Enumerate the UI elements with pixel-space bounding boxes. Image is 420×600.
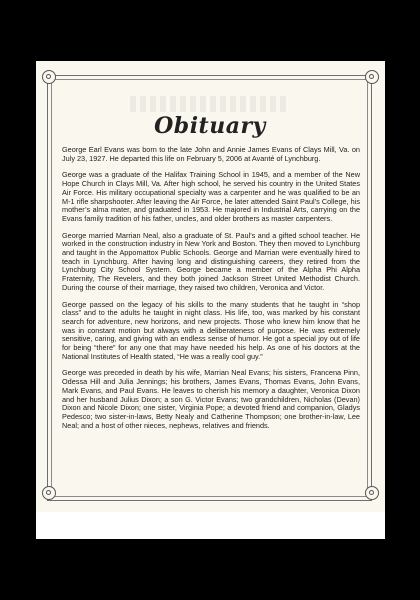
obituary-body — [62, 146, 360, 438]
paragraph-education-service: George was a graduate of the Halifax Training School in 1945, and a member of the New Hope Church in Clays Mill, Va. After high school, he served his country in the United States Air Force. His military occupational specialty was a carpenter and he was qualified to be an M-1 rifle sharpshooter. After leaving the Air Force, he later attended Saint Paul’s College, his mother’s alma mater, and graduated in 1953. He majored in Industrial Arts, carrying on the Evans family tradition of his father, uncles, and older brothers as master carpenters. — [62, 170, 360, 223]
paragraph-marriage-career: George married Marrian Neal, also a graduate of St. Paul’s and a gifted school teacher. He worked in the construction industry in New York and Boston. They then moved to Lynchburg and taught in the Appomattox Public Schools. George and Marrian were eventually hired to teach in Lynchburg. After having long and distinguishing careers, they retired from the Lynchburg City School System. George became a member of the Alpha Phi Alpha Fraternity, The Revelers, and they both joined Jackson Street United Methodist Church. During the course of their marriage, they raised two children, Veronica and Victor. — [62, 230, 360, 292]
bleed-through-shadow — [130, 96, 290, 112]
paragraph-birth: George Earl Evans was born to the late John and Annie James Evans of Clays Mill, Va. on July 23, 1927. He departed this life on February 5, 2006 at Avanté of Lynchburg. — [62, 145, 360, 163]
paper-bottom-margin — [36, 512, 385, 539]
corner-ornament-icon — [42, 486, 56, 500]
corner-ornament-icon — [365, 70, 379, 84]
corner-ornament-icon — [42, 70, 56, 84]
paragraph-survivors: George was preceded in death by his wife, Marrian Neal Evans; his sisters, Francena Pinn, Odessa Hill and Julia Jennings; his brothers, James Evans, Thomas Evans, John Evans, Mark Evans, and Paul Evans. He leaves to cherish his memory a daughter, Veronica Dixon and her husband Julius Dixon; a son G. Victor Evans; two grandchildren, Nicholas (Devan) Dixon and Nicole Dixon; one sister, Virginia Pope; a devoted friend and companion, Gladys Pedesco; two sister-in-laws, Betty Nealy and Catherine Thompson; one brother-in-law, Lee Neal; and a host of other nieces, nephews, relatives and friends. — [62, 368, 360, 430]
corner-ornament-icon — [365, 486, 379, 500]
paragraph-legacy: George passed on the legacy of his skills to the many students that he taught in “shop class” and to the adults he taught in night class. His life, too, was marked by his constant search for adventure, new horizons, and new projects. Those who knew him know that he was in constant motion but always with a deliberateness of purpose. He was extremely sensitive, caring, and giving with an endless sense of humor. He got a special joy out of life for being “there” for any one that may have needed his help. As one of his doctors at the National Institutes of Health stated, “He was a really cool guy.” — [62, 299, 360, 361]
page-title: Obituary — [154, 113, 266, 139]
